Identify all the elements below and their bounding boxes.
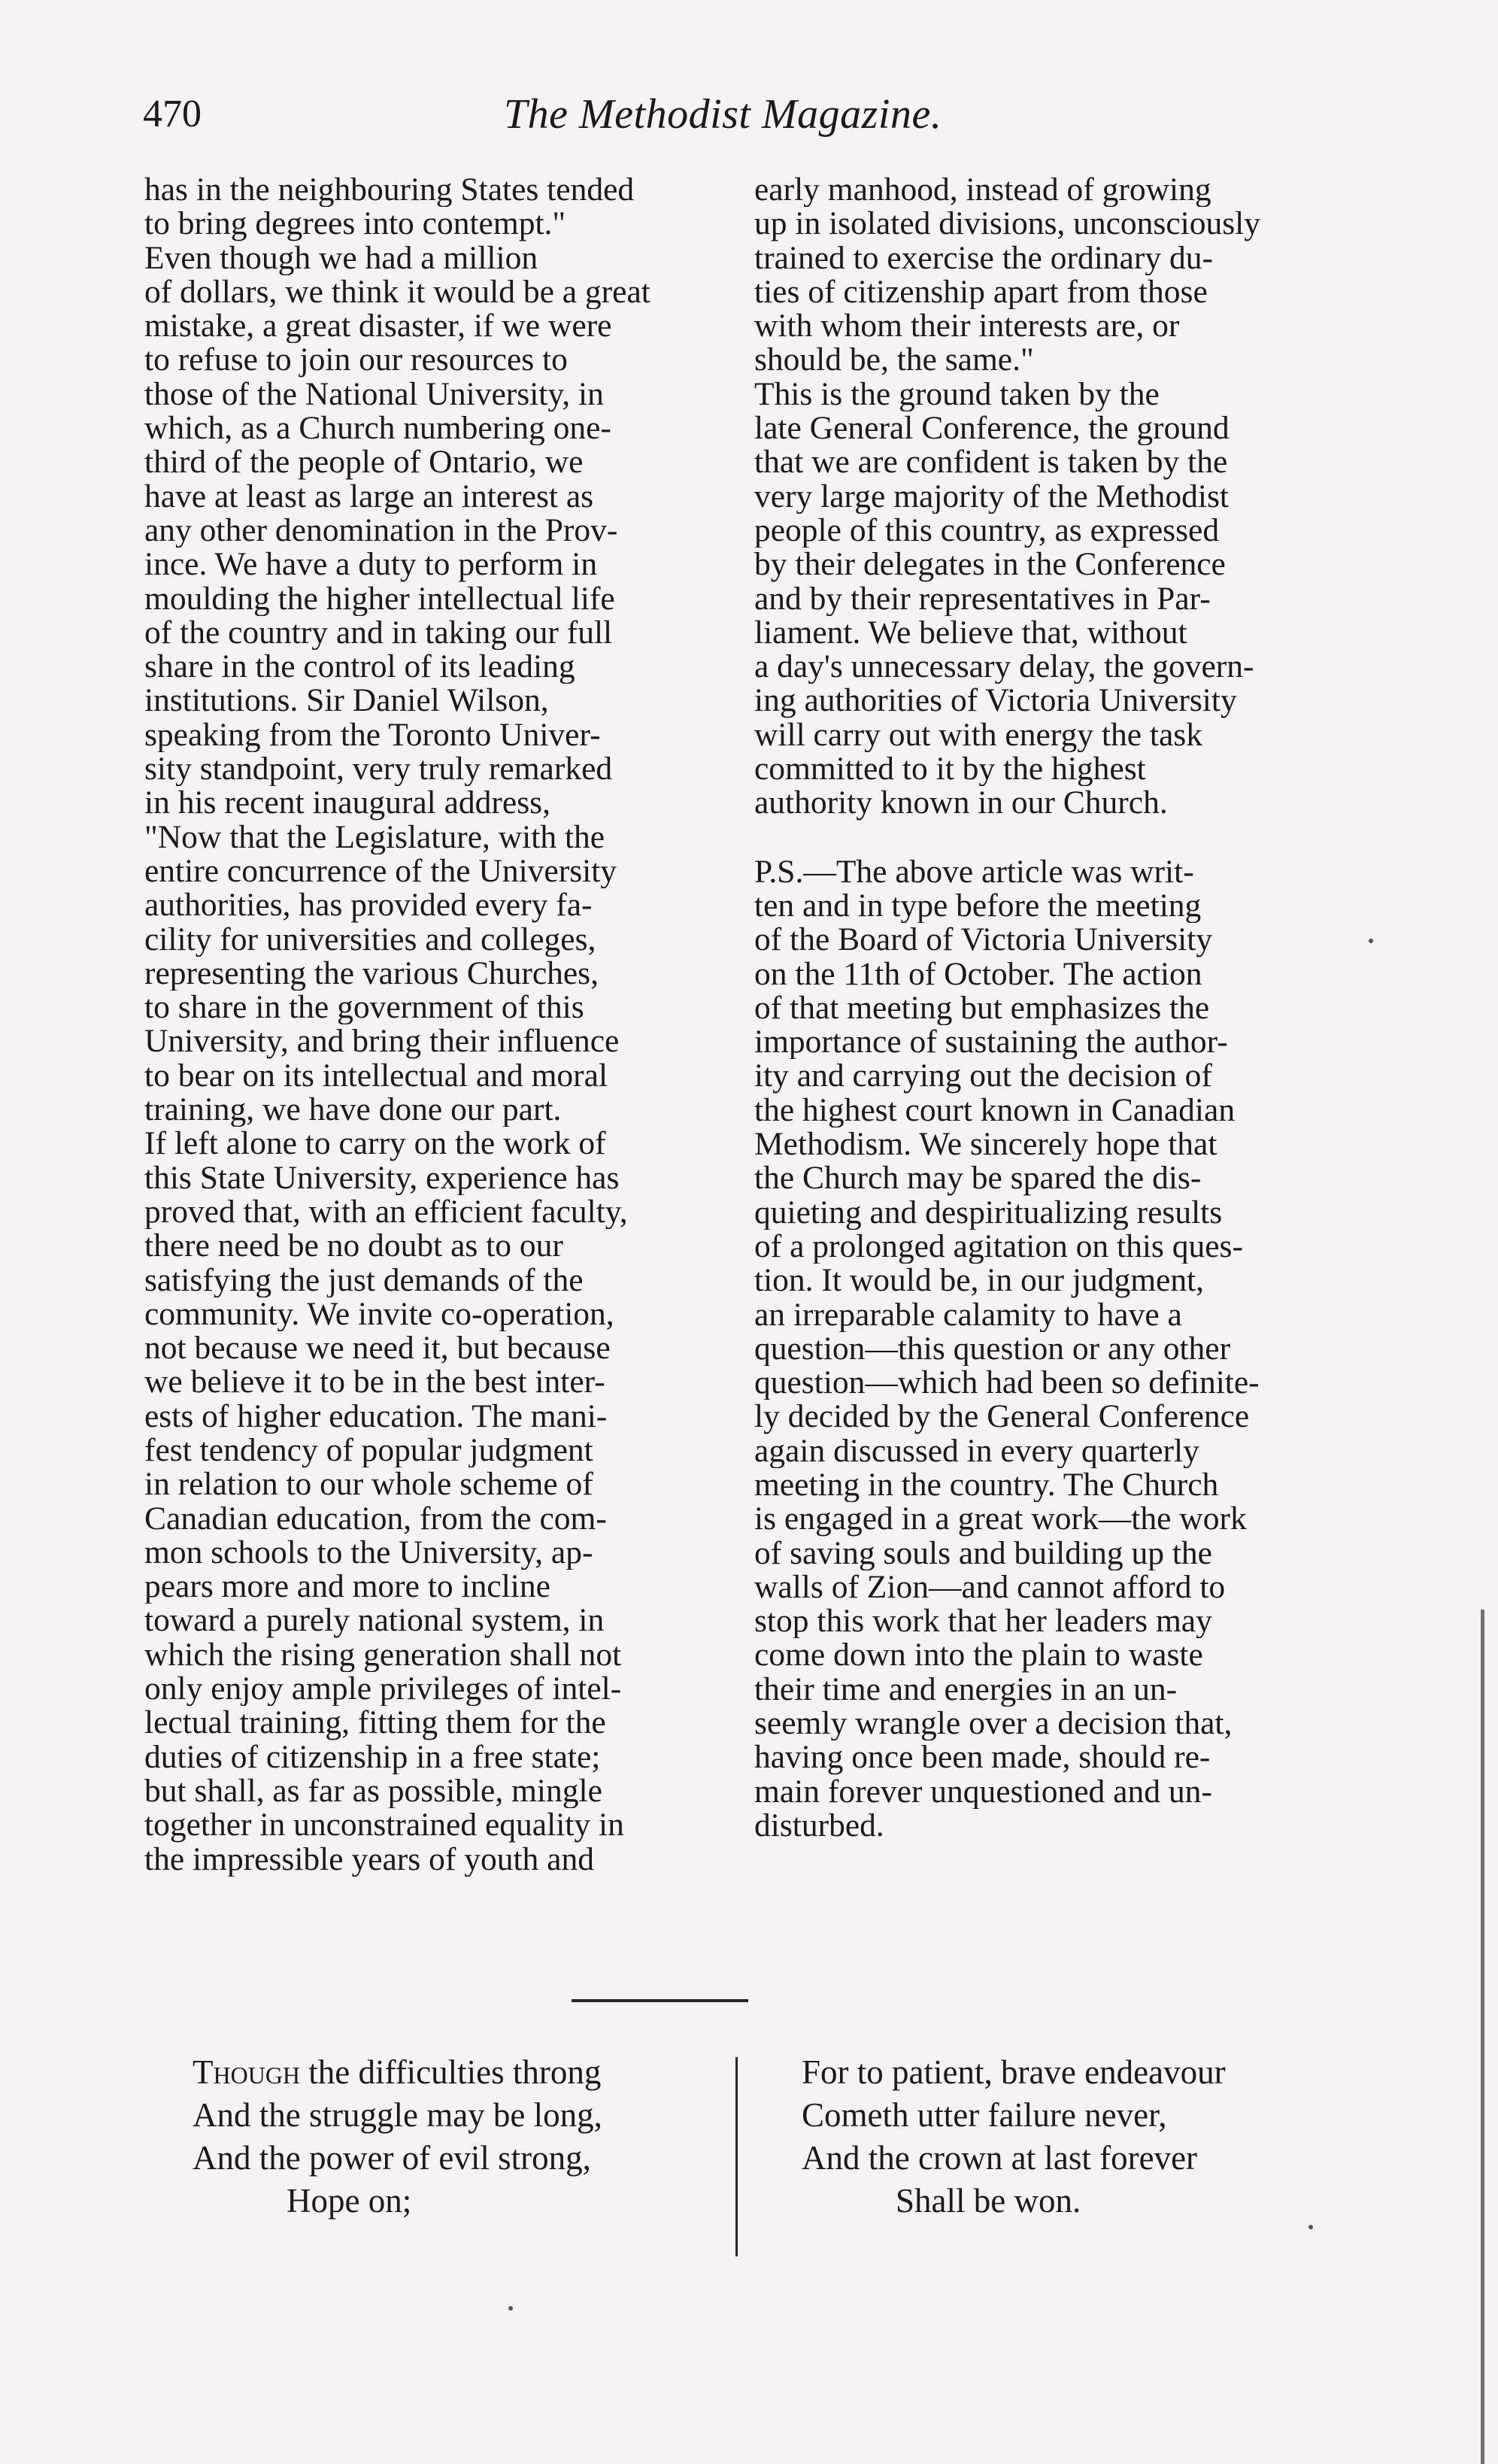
text-line: toward a purely national system, in: [144, 1604, 605, 1638]
text-line: walls of Zion—and cannot afford to: [754, 1570, 1226, 1605]
text-line: and by their representatives in Par-: [754, 581, 1211, 616]
text-line: ly decided by the General Conference: [754, 1400, 1250, 1434]
text-line: community. We invite co-operation,: [144, 1297, 614, 1332]
text-line: ests of higher education. The mani-: [144, 1399, 608, 1434]
text-line: If left alone to carry on the work of: [144, 1127, 606, 1161]
scan-edge-mark: [1481, 1610, 1484, 2464]
poem-line: Hope on;: [287, 2182, 412, 2220]
poem-stanza-left: [193, 2051, 719, 2223]
text-line: duties of citizenship in a free state;: [144, 1740, 601, 1774]
text-line: not because we need it, but because: [144, 1331, 611, 1366]
text-line: This is the ground taken by the: [754, 377, 1160, 412]
text-line: quieting and despiritualizing results: [754, 1195, 1223, 1230]
text-line: of saving souls and building up the: [754, 1536, 1212, 1570]
text-line: main forever unquestioned and un-: [754, 1774, 1212, 1809]
text-line: late General Conference, the ground: [754, 411, 1230, 446]
poem-line: And the struggle may be long,: [193, 2096, 602, 2134]
text-line: trained to exercise the ordinary du-: [754, 241, 1213, 275]
text-line: authorities, has provided every fa-: [144, 888, 593, 923]
text-line: on the 11th of October. The action: [754, 957, 1202, 991]
text-line: representing the various Churches,: [144, 956, 599, 991]
text-line: in relation to our whole scheme of: [144, 1467, 593, 1502]
text-line: Even though we had a million: [144, 241, 538, 275]
text-line: question—which had been so definite-: [754, 1366, 1260, 1400]
text-line: proved that, with an efficient faculty,: [144, 1194, 628, 1230]
text-line: ince. We have a duty to perform in: [144, 548, 598, 582]
text-line: in his recent inaugural address,: [144, 786, 550, 821]
text-line: importance of sustaining the author-: [754, 1025, 1228, 1060]
text-line: sity standpoint, very truly remarked: [144, 752, 613, 787]
text-line: there need be no doubt as to our: [144, 1229, 563, 1264]
text-line: to bring degrees into contempt.": [144, 207, 566, 241]
poem-line: And the power of evil strong,: [193, 2139, 591, 2177]
text-line: of the Board of Victoria University: [754, 923, 1213, 957]
text-line: with whom their interests are, or: [754, 309, 1180, 344]
text-line: third of the people of Ontario, we: [144, 445, 584, 480]
text-line: satisfying the just demands of the: [144, 1263, 584, 1297]
text-line: together in unconstrained equality in: [144, 1808, 624, 1843]
text-line: only enjoy ample privileges of intel-: [144, 1672, 622, 1707]
poem-divider: [735, 2057, 738, 2256]
text-line: has in the neighbouring States tended: [144, 173, 635, 208]
text-line: any other denomination in the Prov-: [144, 513, 618, 548]
text-line: speaking from the Toronto Univer-: [144, 718, 601, 753]
text-line: "Now that the Legislature, with the: [144, 820, 605, 854]
text-line: disturbed.: [754, 1808, 884, 1843]
text-line: which, as a Church numbering one-: [144, 411, 611, 446]
page-number: 470: [143, 93, 202, 135]
scan-speck: [1369, 939, 1373, 943]
text-line: Methodism. We sincerely hope that: [754, 1127, 1218, 1162]
paragraph-gap: [754, 821, 1322, 855]
poem-stanza-right: [802, 2051, 1328, 2223]
poem-line: Cometh utter failure never,: [802, 2096, 1167, 2134]
section-rule: [572, 1999, 748, 2002]
text-line: to refuse to join our resources to: [144, 343, 568, 378]
text-line: early manhood, instead of growing: [754, 173, 1211, 208]
text-line: University, and bring their influence: [144, 1024, 620, 1059]
text-line: by their delegates in the Conference: [754, 548, 1226, 582]
text-line: ten and in type before the meeting: [754, 888, 1202, 924]
scan-speck: [1308, 2225, 1313, 2229]
text-line: meeting in the country. The Church: [754, 1467, 1219, 1503]
text-line: which the rising generation shall not: [144, 1637, 622, 1673]
text-line: seemly wrangle over a decision that,: [754, 1707, 1233, 1741]
text-line: ity and carrying out the decision of: [754, 1059, 1212, 1094]
text-line: of dollars, we think it would be a great: [144, 275, 650, 310]
text-line: Canadian education, from the com-: [144, 1501, 607, 1536]
text-line: mon schools to the University, ap-: [144, 1535, 593, 1570]
text-line: committed to it by the highest: [754, 752, 1146, 787]
text-line: those of the National University, in: [144, 377, 604, 412]
poem-line: And the crown at last forever: [802, 2139, 1198, 2177]
text-line: the highest court known in Canadian: [754, 1093, 1236, 1128]
text-line: fest tendency of popular judgment: [144, 1433, 593, 1468]
text-line: an irreparable calamity to have a: [754, 1297, 1182, 1332]
text-line: of the country and in taking our full: [144, 615, 613, 651]
text-line: authority known in our Church.: [754, 786, 1168, 821]
text-line: pears more and more to incline: [144, 1570, 550, 1604]
scan-speck: [508, 2306, 513, 2311]
text-line: of that meeting but emphasizes the: [754, 991, 1210, 1026]
text-line: lectual training, fitting them for the: [144, 1706, 606, 1740]
text-line: have at least as large an interest as: [144, 479, 594, 514]
running-title: The Methodist Magazine.: [504, 91, 942, 138]
text-line: again discussed in every quarterly: [754, 1434, 1199, 1468]
poem-line: [193, 2051, 719, 2094]
text-line: cility for universities and colleges,: [144, 922, 596, 957]
text-line: liament. We believe that, without: [754, 615, 1187, 651]
text-line: having once been made, should re-: [754, 1740, 1211, 1775]
text-line: very large majority of the Methodist: [754, 479, 1230, 514]
text-line: is engaged in a great work—the work: [754, 1502, 1247, 1537]
text-line: that we are confident is taken by the: [754, 445, 1228, 480]
text-line: come down into the plain to waste: [754, 1638, 1203, 1673]
poem-line: Shall be won.: [896, 2182, 1081, 2220]
text-line: ing authorities of Victoria University: [754, 684, 1237, 718]
right-column: [754, 173, 1322, 1843]
poem-line: For to patient, brave endeavour: [802, 2053, 1226, 2091]
poem-first-word: Though: [193, 2053, 301, 2091]
text-line: entire concurrence of the University: [144, 854, 617, 889]
text-line: will carry out with energy the task: [754, 718, 1202, 753]
text-line: institutions. Sir Daniel Wilson,: [144, 684, 549, 718]
text-line: question—this question or any other: [754, 1331, 1231, 1367]
poem-line-text: the difficulties throng: [300, 2053, 602, 2091]
text-line: a day's unnecessary delay, the govern-: [754, 650, 1254, 684]
text-line: should be, the same.": [754, 343, 1034, 378]
text-line: their time and energies in an un-: [754, 1672, 1178, 1707]
text-line: to share in the government of this: [144, 991, 584, 1025]
text-line: tion. It would be, in our judgment,: [754, 1264, 1205, 1298]
text-line: but shall, as far as possible, mingle: [144, 1774, 602, 1809]
text-line: stop this work that her leaders may: [754, 1604, 1212, 1639]
text-line: P.S.—The above article was writ-: [754, 854, 1194, 889]
text-line: ties of citizenship apart from those: [754, 275, 1208, 310]
text-line: mistake, a great disaster, if we were: [144, 309, 612, 344]
text-line: we believe it to be in the best inter-: [144, 1365, 605, 1400]
text-line: share in the control of its leading: [144, 650, 575, 684]
text-line: this State University, experience has: [144, 1161, 620, 1195]
text-line: of a prolonged agitation on this ques-: [754, 1229, 1243, 1264]
text-line: moulding the higher intellectual life: [144, 581, 615, 616]
text-line: training, we have done our part.: [144, 1093, 562, 1127]
page-header: [143, 84, 1324, 144]
text-line: the impressible years of youth and: [144, 1842, 594, 1877]
text-line: the Church may be spared the dis-: [754, 1161, 1202, 1196]
text-line: people of this country, as expressed: [754, 513, 1220, 548]
text-line: to bear on its intellectual and moral: [144, 1058, 608, 1094]
text-line: up in isolated divisions, unconsciously: [754, 207, 1261, 241]
left-column: [144, 173, 712, 1877]
